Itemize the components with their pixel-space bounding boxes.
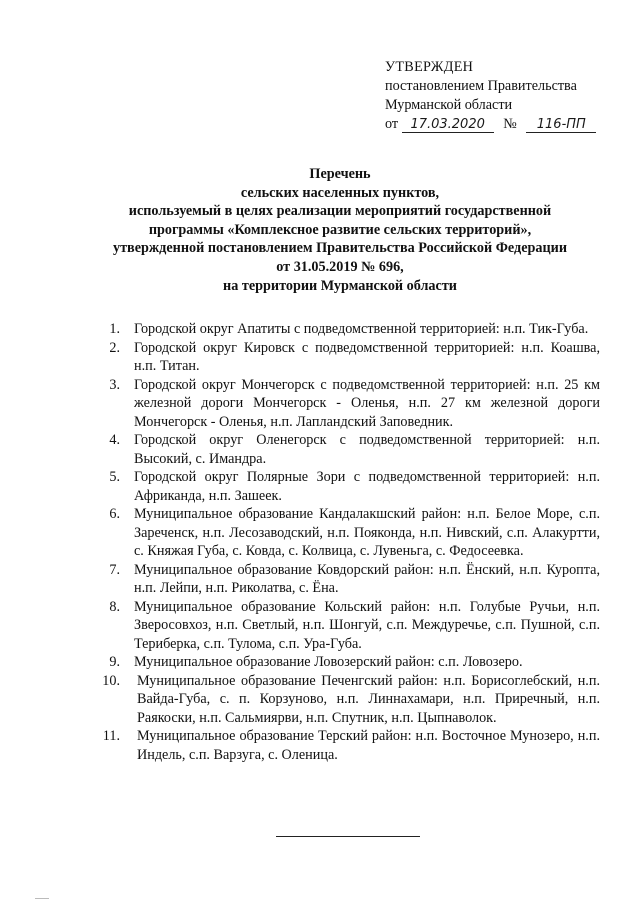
scan-mark <box>35 898 49 899</box>
list-item-number: 2. <box>109 339 120 356</box>
list-item-text: Городской округ Апатиты с подведомственной территорией: н.п. Тик-Губа. <box>134 321 589 337</box>
list-item <box>0 727 640 764</box>
list-item-text: Муниципальное образование Терский район: н.п. Восточное Мунозеро, н.п. Индель, с.п. Варзуга, с. Оленица. <box>137 728 600 763</box>
list-item <box>0 598 640 654</box>
title-line: сельских населенных пунктов, <box>240 184 440 201</box>
approval-heading: УТВЕРЖДЕН <box>385 59 474 75</box>
list-item-text: Городской округ Оленегорск с подведомственной территорией: н.п. Высокий, с. Имандра. <box>134 432 600 467</box>
list-item <box>0 468 640 505</box>
title-line: утвержденной постановлением Правительства Российской Федерации <box>112 240 568 257</box>
document-title <box>60 165 620 295</box>
approval-line-1: постановлением Правительства <box>385 78 577 94</box>
title-line: от 31.05.2019 № 696, <box>276 258 404 275</box>
list-item-text: Муниципальное образование Ковдорский район: н.п. Ёнский, н.п. Куропта, н.п. Лейпи, н.п. Риколатва, с. Ёна. <box>134 561 600 596</box>
list-item <box>0 376 640 432</box>
approval-date-line <box>385 115 596 134</box>
title-line: программы «Комплексное развитие сельских территорий», <box>148 221 532 238</box>
number-sign: № <box>503 116 517 132</box>
list-item-number: 7. <box>109 561 120 578</box>
list-item-number: 10. <box>102 672 120 689</box>
list-item-text: Муниципальное образование Печенгский район: н.п. Борисоглебский, н.п. Вайда-Губа, с. п. Корзуново, н.п. Линнахамари, н.п. Приречный, н.п. Раякоски, н.п. Сальмиярви, н.п. Спутник, н.п. Цыпнаволок. <box>137 672 600 726</box>
list-item-text: Городской округ Мончегорск с подведомственной территорией: н.п. 25 км железной дороги Мончегорск - Оленья, н.п. 27 км железной дороги Мончегорск - Оленья, н.п. Лапландский Заповедник. <box>134 376 600 430</box>
list-item-text: Городской округ Кировск с подведомственной территорией: н.п. Коашва, н.п. Титан. <box>134 339 600 374</box>
title-line: на территории Мурманской области <box>223 277 457 294</box>
list-item <box>0 320 640 339</box>
list-item-number: 9. <box>109 654 120 670</box>
list-item <box>0 431 640 468</box>
handwritten-date: 17.03.2020 <box>402 118 494 133</box>
from-label: от <box>385 116 399 132</box>
approval-block <box>385 58 596 134</box>
list-item-text: Муниципальное образование Ловозерский район: с.п. Ловозеро. <box>134 654 523 670</box>
list-item-number: 3. <box>109 376 120 393</box>
settlements-list <box>0 320 640 764</box>
list-item-number: 5. <box>109 469 120 485</box>
list-item-text: Муниципальное образование Кандалакшский район: н.п. Белое Море, с.п. Зареченск, н.п. Лесозаводский, н.п. Пояконда, н.п. Нивский, с.п. Алакуртти, с. Княжая Губа, с. Ковда, с. Колвица, с. Лувеньга, с. Федосеевка. <box>134 506 600 559</box>
list-item-number: 1. <box>109 321 120 337</box>
list-item-number: 11. <box>102 728 120 744</box>
list-item <box>0 561 640 598</box>
approval-line-2: Мурманской области <box>385 97 513 113</box>
list-item-number: 4. <box>109 432 120 448</box>
title-line: используемый в целях реализации мероприятий государственной <box>128 203 552 220</box>
list-item <box>0 339 640 376</box>
list-item-text: Городской округ Полярные Зори с подведомственной территорией: н.п. Африканда, н.п. Зашеек. <box>134 469 600 504</box>
list-item-number: 8. <box>109 598 120 615</box>
end-divider <box>276 836 420 837</box>
list-item <box>0 672 640 728</box>
list-item <box>0 653 640 672</box>
list-item-text: Муниципальное образование Кольский район: н.п. Голубые Ручьи, н.п. Зверосовхоз, н.п. Светлый, н.п. Шонгуй, с.п. Междуречье, с.п. Пушной, с.п. Териберка, с.п. Тулома, с.п. Ура-Губа. <box>134 598 600 652</box>
title-line: Перечень <box>309 166 371 182</box>
list-item-number: 6. <box>109 506 120 522</box>
list-item <box>0 505 640 561</box>
handwritten-number: 116-ПП <box>526 118 596 133</box>
